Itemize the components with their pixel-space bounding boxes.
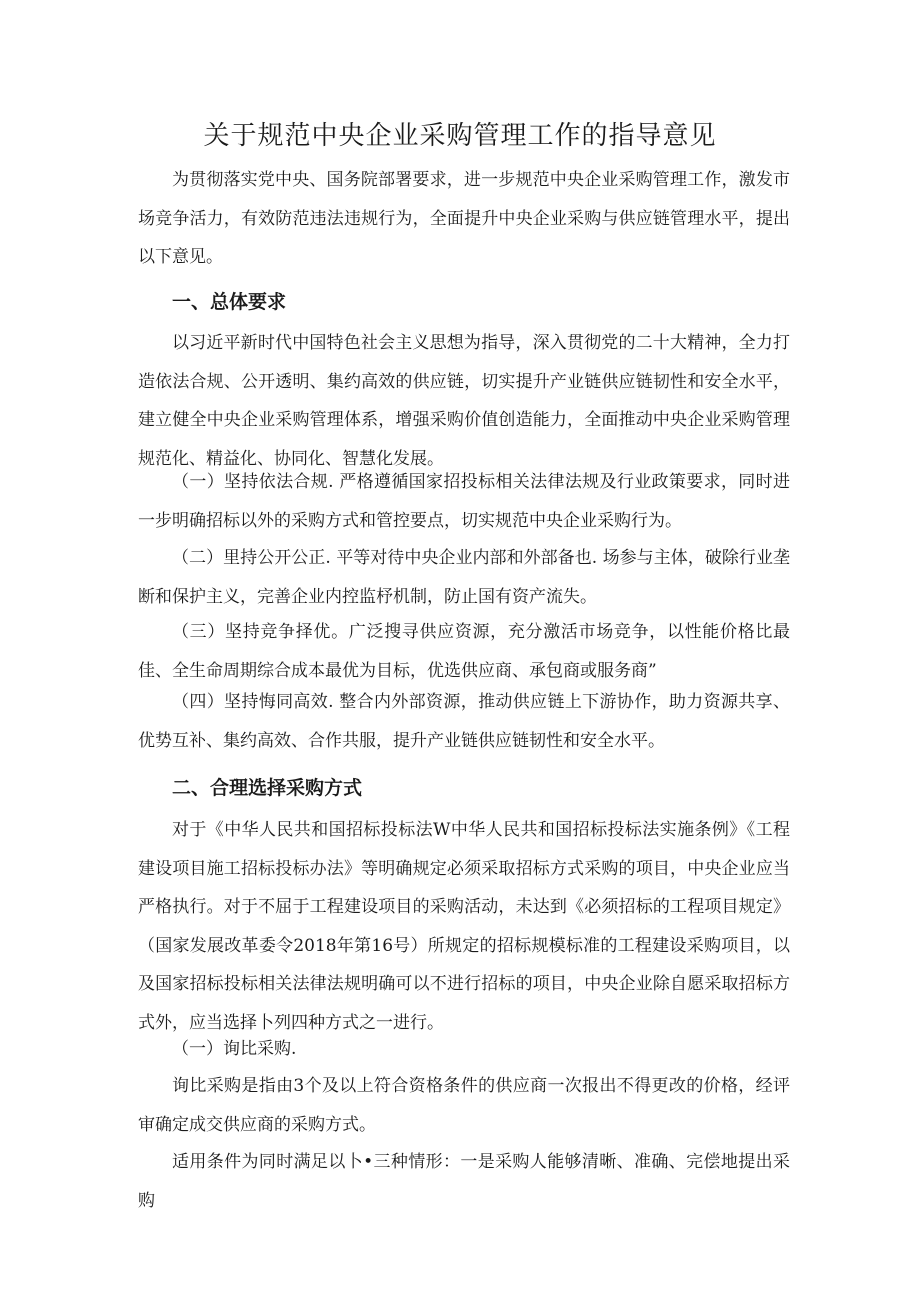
section-1-paragraph-1: 以习近平新时代中国特色社会主义思想为指导，深入贯彻党的二十大精神，全力打造依法合规、公开透明、集约高效的供应链，切实提升产业链供应链韧性和安全水平，建立健全中央企业采购管理体系，增强采购价值创造能力，全面推动中央企业采购管理规范化、精益化、协同化、智慧化发展。	[138, 333, 790, 469]
section-1-item-4: （四）坚持悔同高效. 整合内外部资源，推动供应链上下游协作，助力资源共享、优势互补、集约高效、合作共服，提升产业链供应链韧性和安全水平。	[138, 692, 790, 751]
inquiry-conditions-paragraph: 适用条件为同时满足以卜•三种情形：一是采购人能够清晰、准确、完偿地提出采购	[138, 1152, 790, 1211]
subheading-inquiry-comparison: （一）询比采购.	[172, 1039, 297, 1059]
section-1-item-2: （二）里持公开公正. 平等对待中央企业内部和外部备也. 场参与主体，破除行业垄断和保护主义，完善企业内控监杼机制，防止国有资产流失。	[138, 548, 790, 607]
section-heading-general-requirements: 一、总体要求	[172, 291, 287, 313]
section-heading-procurement-methods: 二、合理选择采购方式	[172, 777, 363, 799]
document-title: 关于规范中央企业采购管理工作的指导意见	[203, 121, 717, 151]
section-1-item-1: （一）坚持依法合规. 严格遵循国家招投标相关法律法规及行业政策要求，同时进一步明确招标以外的采购方式和管控要点，切实规范中央企业采购行为。	[138, 472, 790, 531]
intro-paragraph: 为贯彻落实党中央、国务院部署要求，进一步规范中央企业采购管理工作，激发市场竞争活力，有效防范违法违规行为，全面提升中央企业采购与供应链管理水平，提出以下意见。	[138, 170, 790, 267]
inquiry-definition-paragraph: 询比采购是指由3个及以上符合资格条件的供应商一次报出不得更改的价格，经评审确定成交供应商的采购方式。	[138, 1076, 790, 1135]
section-2-paragraph-1: 对于《中华人民共和国招标投标法W中华人民共和国招标投标法实施条例》《工程建设项目施工招标投标办法》等明确规定必须采取招标方式采购的项目，中央企业应当严格执行。对于不屈于工程建设项目的采购活动，未达到《必须招标的工程项目规定》（国家发展改革委令2018年第16号）所规定的招标规模标准的工程建设采购项目，以及国家招标投标相关法律法规明确可以不进行招标的项目，中央企业除自愿采取招标方式外，应当选择卜列四种方式之一进行。	[138, 820, 790, 1033]
section-1-item-3: （三）坚持竞争择优。广泛搜寻供应资源，充分激活市场竞争，以性能价格比最佳、全生命周期综合成本最优为目标，优选供应商、承包商或服务商”	[138, 622, 790, 681]
